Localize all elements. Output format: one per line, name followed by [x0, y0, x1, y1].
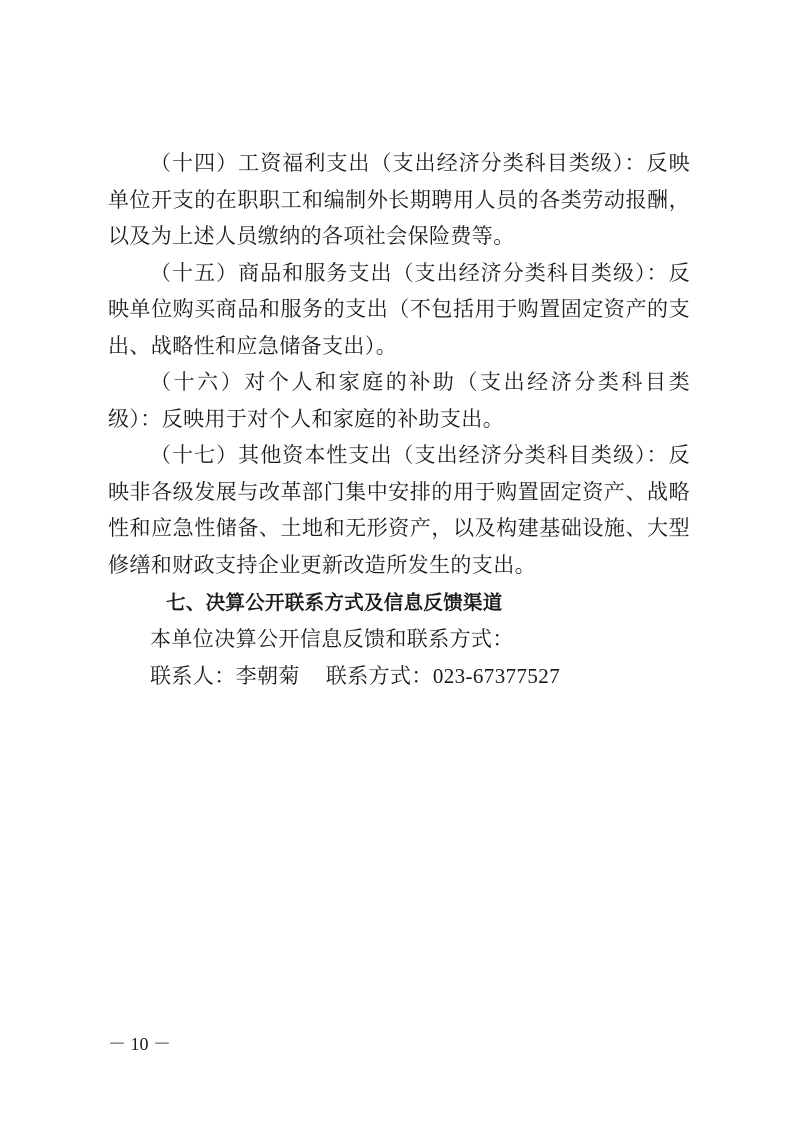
paragraph-text: 反映用于对个人和家庭的补助支出。: [161, 406, 505, 431]
paragraph-heading: （十七）其他资本性支出（支出经济分类科目类级）：: [150, 443, 669, 467]
paragraph-heading: （十四）工资福利支出（支出经济分类科目类级）：: [150, 151, 647, 175]
page-number: － 10 －: [108, 1034, 171, 1054]
contact-person-name: 李朝菊: [235, 663, 300, 688]
paragraph-heading: （十六）对个人和家庭的补助（支出经济分类科目类级）：: [108, 370, 690, 431]
paragraph-household-subsidy: [108, 364, 690, 437]
contact-intro: 本单位决算公开信息反馈和联系方式：: [150, 627, 514, 651]
paragraph-wage-welfare: [108, 145, 690, 255]
contact-method-label: 联系方式：: [325, 663, 433, 688]
paragraph-goods-services: [108, 255, 690, 365]
paragraph-text: 反映单位开支的在职职工和编制外长期聘用人员的各类劳动报酬，以及为上述人员缴纳的各项社会保险费等。: [108, 151, 690, 248]
paragraph-text: 反映非各级发展与改革部门集中安排的用于购置固定资产、战略性和应急性储备、土地和无形资产，以及构建基础设施、大型修缮和财政支持企业更新改造所发生的支出。: [108, 443, 690, 577]
contact-person-label: 联系人：: [150, 663, 236, 688]
paragraph-heading: （十五）商品和服务支出（支出经济分类科目类级）：: [150, 260, 669, 285]
section-heading-contact: 七、决算公开联系方式及信息反馈渠道: [166, 591, 503, 614]
contact-details: [108, 658, 690, 695]
paragraph-text: 反映单位购买商品和服务的支出（不包括用于购置固定资产的支出、战略性和应急储备支出）。: [108, 260, 690, 358]
contact-phone-number: 023-67377527: [432, 663, 561, 688]
paragraph-other-capital: [108, 437, 690, 583]
document-body: [108, 145, 690, 694]
